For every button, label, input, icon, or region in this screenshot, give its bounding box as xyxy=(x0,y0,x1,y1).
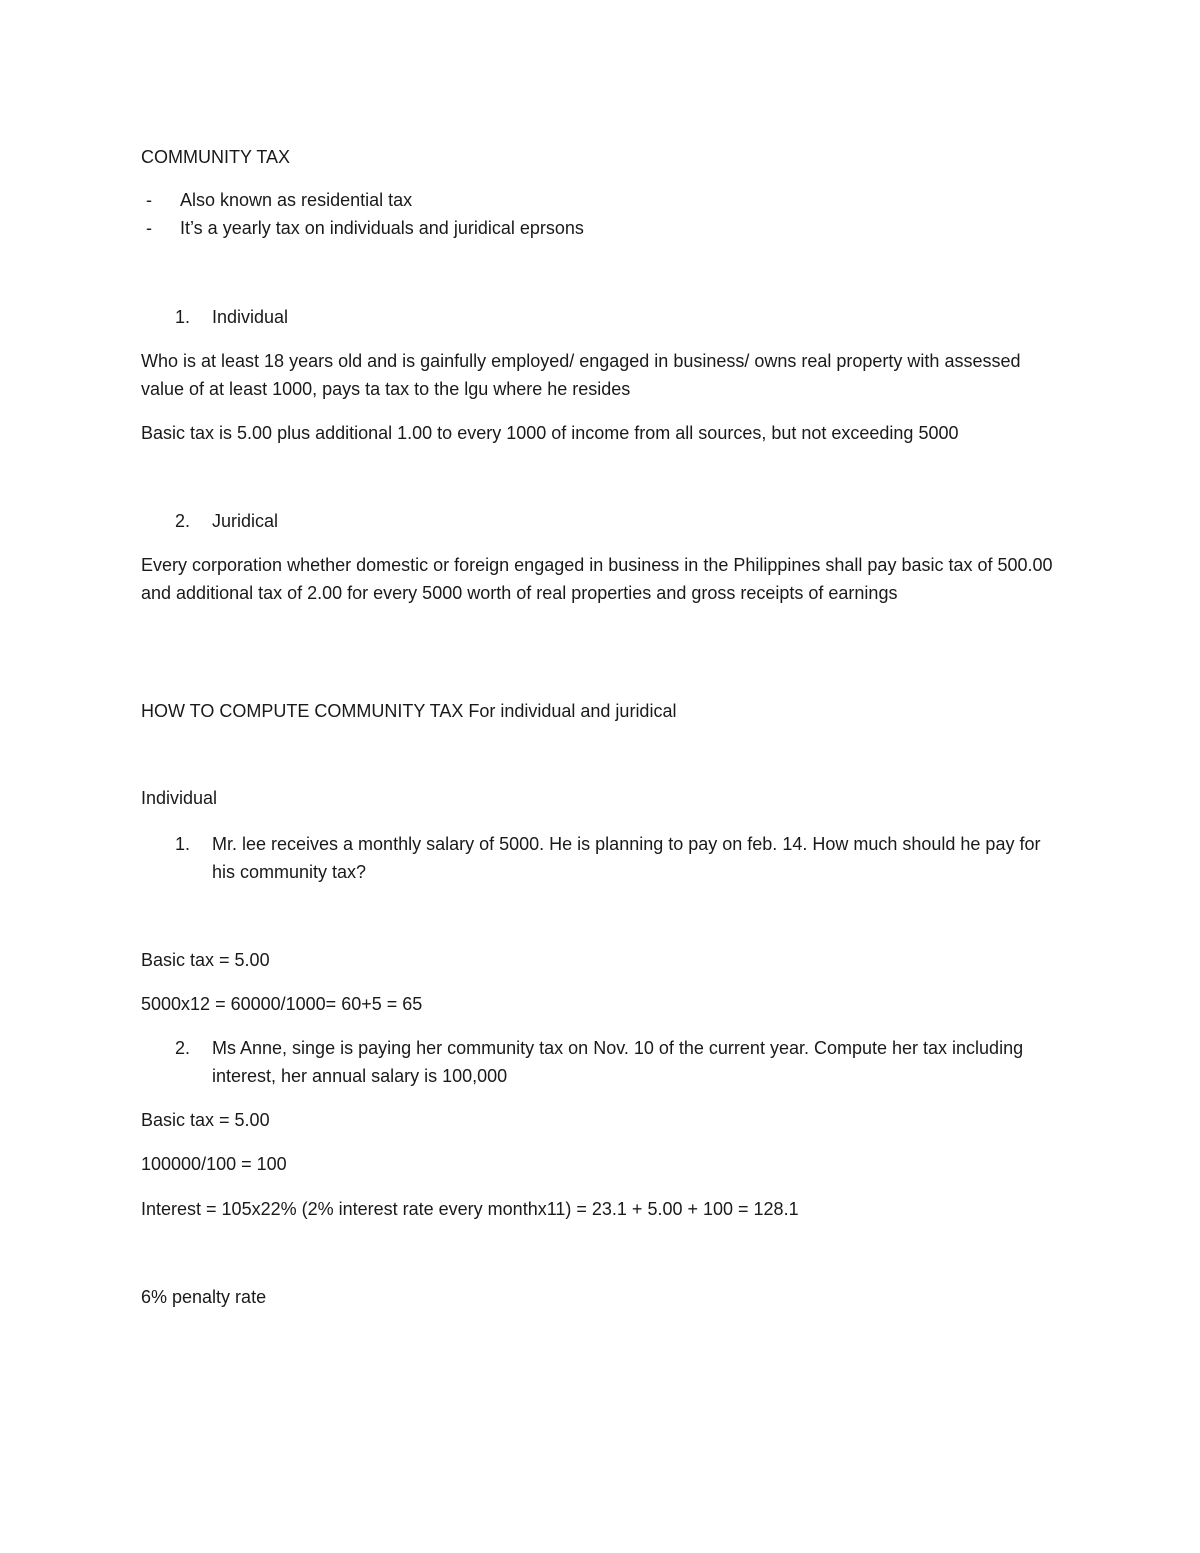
individual-definition: Who is at least 18 years old and is gainfully employed/ engaged in business/ owns real property with assessed value of at least 1000, pays ta tax to the lgu where he resides xyxy=(141,351,1021,399)
list-number: 1. xyxy=(175,307,191,327)
example1-line: Basic tax = 5.00 xyxy=(141,950,270,970)
how-to-heading: HOW TO COMPUTE COMMUNITY TAX For individual and juridical xyxy=(141,701,677,721)
example2-question: Ms Anne, singe is paying her community tax on Nov. 10 of the current year. Compute her tax including interest, her annual salary is 100,000 xyxy=(212,1038,1024,1086)
bullet-marker: - xyxy=(146,190,152,210)
example2-line: Interest = 105x22% (2% interest rate every monthx11) = 23.1 + 5.00 + 100 = 128.1 xyxy=(141,1199,799,1219)
section-heading-juridical: Juridical xyxy=(212,511,279,531)
example1-question: Mr. lee receives a monthly salary of 5000. He is planning to pay on feb. 14. How much should he pay for his community tax? xyxy=(212,834,1041,882)
penalty-note: 6% penalty rate xyxy=(141,1287,267,1307)
bullet-item: Also known as residential tax xyxy=(180,190,413,210)
individual-label: Individual xyxy=(141,788,218,808)
list-number: 2. xyxy=(175,511,191,531)
list-number: 2. xyxy=(175,1038,191,1058)
bullet-marker: - xyxy=(146,218,152,238)
page-title: COMMUNITY TAX xyxy=(141,147,291,167)
list-number: 1. xyxy=(175,834,191,854)
example1-line: 5000x12 = 60000/1000= 60+5 = 65 xyxy=(141,994,423,1014)
section-heading-individual: Individual xyxy=(212,307,289,327)
example2-line: 100000/100 = 100 xyxy=(141,1154,287,1174)
individual-basic-tax: Basic tax is 5.00 plus additional 1.00 to every 1000 of income from all sources, but not exceeding 5000 xyxy=(141,423,959,443)
bullet-item: It’s a yearly tax on individuals and juridical eprsons xyxy=(180,218,584,238)
example2-line: Basic tax = 5.00 xyxy=(141,1110,270,1130)
juridical-definition: Every corporation whether domestic or foreign engaged in business in the Philippines shall pay basic tax of 500.00 and additional tax of 2.00 for every 5000 worth of real properties and gross receipts of earnings xyxy=(141,555,1053,603)
